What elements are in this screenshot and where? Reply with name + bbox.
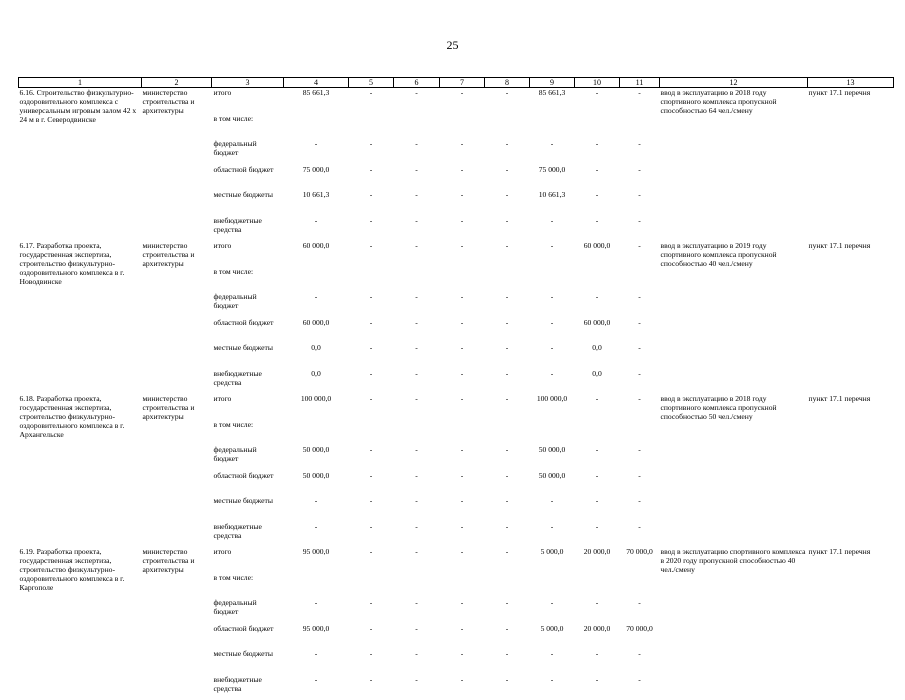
- value-cell: [575, 573, 620, 599]
- column-header: 4: [284, 78, 349, 88]
- value-cell: -: [440, 547, 485, 573]
- column-header: 9: [530, 78, 575, 88]
- table-row: [19, 547, 894, 573]
- value-cell: 5 000,0: [530, 624, 575, 650]
- value-cell: -: [440, 165, 485, 191]
- value-cell: 60 000,0: [284, 241, 349, 267]
- value-cell: -: [349, 522, 394, 548]
- reference-cell: пункт 17.1 перечня: [808, 241, 894, 394]
- value-cell: [440, 573, 485, 599]
- value-cell: -: [485, 165, 530, 191]
- value-cell: -: [575, 139, 620, 165]
- funding-source-cell: внебюджетные средства: [212, 522, 284, 548]
- value-cell: -: [440, 675, 485, 700]
- value-cell: -: [394, 445, 440, 471]
- value-cell: -: [349, 624, 394, 650]
- value-cell: -: [575, 216, 620, 242]
- value-cell: -: [485, 522, 530, 548]
- value-cell: -: [394, 216, 440, 242]
- value-cell: -: [394, 547, 440, 573]
- value-cell: 20 000,0: [575, 547, 620, 573]
- funding-source-cell: федеральный бюджет: [212, 139, 284, 165]
- value-cell: -: [440, 88, 485, 114]
- value-cell: -: [440, 394, 485, 420]
- value-cell: -: [530, 522, 575, 548]
- project-name-cell: 6.16. Строительство физкультурно-оздоровительного комплекса с универсальным игровым залом 42 х 24 м в г. Северодвинске: [19, 88, 142, 242]
- value-cell: -: [394, 165, 440, 191]
- value-cell: -: [440, 496, 485, 522]
- value-cell: -: [620, 675, 660, 700]
- value-cell: -: [620, 318, 660, 344]
- value-cell: [284, 573, 349, 599]
- value-cell: -: [485, 598, 530, 624]
- value-cell: -: [530, 598, 575, 624]
- value-cell: -: [485, 547, 530, 573]
- value-cell: 0,0: [284, 369, 349, 395]
- value-cell: -: [349, 471, 394, 497]
- funding-source-cell: областной бюджет: [212, 471, 284, 497]
- column-header: 1: [19, 78, 142, 88]
- reference-cell: пункт 17.1 перечня: [808, 547, 894, 700]
- column-header: 2: [142, 78, 212, 88]
- value-cell: -: [485, 394, 530, 420]
- value-cell: [620, 114, 660, 140]
- value-cell: [575, 420, 620, 446]
- value-cell: -: [620, 343, 660, 369]
- value-cell: -: [440, 216, 485, 242]
- value-cell: -: [440, 624, 485, 650]
- value-cell: [394, 573, 440, 599]
- value-cell: -: [485, 241, 530, 267]
- project-name-cell: 6.19. Разработка проекта, государственная экспертиза, строительство физкультурно-оздоровительного комплекса в г. Каргополе: [19, 547, 142, 700]
- funding-source-cell: областной бюджет: [212, 624, 284, 650]
- value-cell: 50 000,0: [284, 445, 349, 471]
- value-cell: -: [620, 292, 660, 318]
- result-cell: ввод в эксплуатацию спортивного комплекса в 2020 году пропускной способностью 40 чел./смену: [660, 547, 808, 700]
- value-cell: -: [485, 190, 530, 216]
- value-cell: [485, 420, 530, 446]
- value-cell: -: [394, 598, 440, 624]
- value-cell: -: [530, 675, 575, 700]
- value-cell: [620, 267, 660, 293]
- program-table: [18, 77, 894, 700]
- value-cell: -: [349, 496, 394, 522]
- funding-source-cell: в том числе:: [212, 114, 284, 140]
- header-row: [19, 78, 894, 88]
- funding-source-cell: областной бюджет: [212, 318, 284, 344]
- value-cell: -: [575, 471, 620, 497]
- column-header: 12: [660, 78, 808, 88]
- value-cell: [394, 420, 440, 446]
- value-cell: [530, 114, 575, 140]
- value-cell: -: [485, 649, 530, 675]
- value-cell: 60 000,0: [575, 318, 620, 344]
- funding-source-cell: в том числе:: [212, 267, 284, 293]
- value-cell: -: [575, 496, 620, 522]
- value-cell: -: [349, 547, 394, 573]
- value-cell: -: [394, 139, 440, 165]
- value-cell: -: [440, 292, 485, 318]
- table-body: [19, 88, 894, 700]
- value-cell: -: [575, 292, 620, 318]
- value-cell: -: [485, 343, 530, 369]
- value-cell: -: [485, 216, 530, 242]
- value-cell: [440, 114, 485, 140]
- value-cell: 0,0: [284, 343, 349, 369]
- reference-cell: пункт 17.1 перечня: [808, 88, 894, 242]
- result-cell: ввод в эксплуатацию в 2018 году спортивного комплекса пропускной способностью 50 чел./смену: [660, 394, 808, 547]
- value-cell: -: [349, 292, 394, 318]
- value-cell: -: [349, 445, 394, 471]
- value-cell: -: [349, 216, 394, 242]
- executor-cell: министерство строительства и архитектуры: [142, 547, 212, 700]
- funding-source-cell: в том числе:: [212, 420, 284, 446]
- value-cell: [349, 267, 394, 293]
- value-cell: -: [394, 471, 440, 497]
- value-cell: [284, 114, 349, 140]
- value-cell: 95 000,0: [284, 624, 349, 650]
- value-cell: 75 000,0: [284, 165, 349, 191]
- value-cell: -: [485, 624, 530, 650]
- value-cell: -: [485, 369, 530, 395]
- executor-cell: министерство строительства и архитектуры: [142, 394, 212, 547]
- value-cell: [284, 420, 349, 446]
- value-cell: -: [284, 216, 349, 242]
- value-cell: -: [620, 598, 660, 624]
- funding-source-cell: федеральный бюджет: [212, 598, 284, 624]
- value-cell: -: [620, 241, 660, 267]
- value-cell: -: [394, 649, 440, 675]
- value-cell: -: [394, 190, 440, 216]
- value-cell: -: [394, 343, 440, 369]
- funding-source-cell: итого: [212, 547, 284, 573]
- column-header: 6: [394, 78, 440, 88]
- column-header: 7: [440, 78, 485, 88]
- value-cell: -: [485, 471, 530, 497]
- value-cell: -: [620, 369, 660, 395]
- funding-source-cell: местные бюджеты: [212, 190, 284, 216]
- value-cell: -: [575, 190, 620, 216]
- value-cell: -: [620, 522, 660, 548]
- value-cell: -: [394, 241, 440, 267]
- value-cell: -: [530, 369, 575, 395]
- value-cell: -: [394, 675, 440, 700]
- value-cell: -: [485, 496, 530, 522]
- table-row: [19, 241, 894, 267]
- value-cell: [530, 573, 575, 599]
- value-cell: -: [394, 394, 440, 420]
- value-cell: -: [485, 139, 530, 165]
- value-cell: -: [349, 88, 394, 114]
- value-cell: -: [530, 241, 575, 267]
- funding-source-cell: местные бюджеты: [212, 649, 284, 675]
- value-cell: 0,0: [575, 343, 620, 369]
- value-cell: [349, 114, 394, 140]
- page-number: 25: [0, 38, 905, 53]
- value-cell: [620, 573, 660, 599]
- value-cell: -: [575, 445, 620, 471]
- value-cell: -: [440, 318, 485, 344]
- value-cell: -: [620, 165, 660, 191]
- value-cell: -: [394, 318, 440, 344]
- value-cell: -: [349, 318, 394, 344]
- funding-source-cell: итого: [212, 88, 284, 114]
- value-cell: -: [284, 649, 349, 675]
- value-cell: -: [349, 343, 394, 369]
- value-cell: 70 000,0: [620, 547, 660, 573]
- value-cell: 60 000,0: [575, 241, 620, 267]
- value-cell: -: [349, 190, 394, 216]
- executor-cell: министерство строительства и архитектуры: [142, 88, 212, 242]
- value-cell: -: [620, 394, 660, 420]
- value-cell: -: [440, 343, 485, 369]
- value-cell: -: [485, 445, 530, 471]
- value-cell: 20 000,0: [575, 624, 620, 650]
- value-cell: -: [394, 292, 440, 318]
- value-cell: -: [349, 369, 394, 395]
- value-cell: 10 661,3: [530, 190, 575, 216]
- value-cell: -: [349, 598, 394, 624]
- value-cell: [349, 573, 394, 599]
- value-cell: -: [394, 496, 440, 522]
- value-cell: [394, 267, 440, 293]
- value-cell: [620, 420, 660, 446]
- value-cell: [575, 267, 620, 293]
- value-cell: 50 000,0: [530, 471, 575, 497]
- value-cell: -: [284, 675, 349, 700]
- value-cell: -: [440, 649, 485, 675]
- reference-cell: пункт 17.1 перечня: [808, 394, 894, 547]
- value-cell: -: [485, 292, 530, 318]
- value-cell: -: [394, 88, 440, 114]
- value-cell: -: [485, 318, 530, 344]
- funding-source-cell: федеральный бюджет: [212, 292, 284, 318]
- column-header: 11: [620, 78, 660, 88]
- value-cell: -: [575, 649, 620, 675]
- value-cell: -: [284, 598, 349, 624]
- column-header: 8: [485, 78, 530, 88]
- funding-source-cell: местные бюджеты: [212, 343, 284, 369]
- funding-source-cell: областной бюджет: [212, 165, 284, 191]
- funding-source-cell: внебюджетные средства: [212, 216, 284, 242]
- value-cell: -: [440, 369, 485, 395]
- value-cell: 100 000,0: [530, 394, 575, 420]
- executor-cell: министерство строительства и архитектуры: [142, 241, 212, 394]
- value-cell: -: [349, 649, 394, 675]
- column-header: 13: [808, 78, 894, 88]
- funding-source-cell: итого: [212, 394, 284, 420]
- value-cell: -: [440, 598, 485, 624]
- value-cell: 75 000,0: [530, 165, 575, 191]
- value-cell: -: [530, 496, 575, 522]
- funding-source-cell: в том числе:: [212, 573, 284, 599]
- value-cell: -: [284, 292, 349, 318]
- value-cell: -: [620, 445, 660, 471]
- value-cell: -: [530, 292, 575, 318]
- table-row: [19, 394, 894, 420]
- funding-source-cell: местные бюджеты: [212, 496, 284, 522]
- value-cell: [530, 420, 575, 446]
- value-cell: 50 000,0: [530, 445, 575, 471]
- value-cell: [485, 573, 530, 599]
- value-cell: [485, 114, 530, 140]
- value-cell: -: [620, 88, 660, 114]
- value-cell: -: [284, 496, 349, 522]
- funding-source-cell: федеральный бюджет: [212, 445, 284, 471]
- value-cell: 5 000,0: [530, 547, 575, 573]
- value-cell: 60 000,0: [284, 318, 349, 344]
- value-cell: -: [440, 471, 485, 497]
- value-cell: -: [440, 522, 485, 548]
- value-cell: -: [620, 649, 660, 675]
- value-cell: [284, 267, 349, 293]
- value-cell: -: [575, 165, 620, 191]
- value-cell: -: [485, 88, 530, 114]
- value-cell: -: [530, 139, 575, 165]
- value-cell: -: [440, 190, 485, 216]
- funding-source-cell: внебюджетные средства: [212, 369, 284, 395]
- column-header: 10: [575, 78, 620, 88]
- value-cell: 95 000,0: [284, 547, 349, 573]
- value-cell: [530, 267, 575, 293]
- value-cell: -: [530, 343, 575, 369]
- value-cell: 70 000,0: [620, 624, 660, 650]
- value-cell: -: [394, 369, 440, 395]
- value-cell: -: [620, 139, 660, 165]
- value-cell: -: [620, 216, 660, 242]
- value-cell: -: [349, 241, 394, 267]
- value-cell: 100 000,0: [284, 394, 349, 420]
- result-cell: ввод в эксплуатацию в 2018 году спортивного комплекса пропускной способностью 64 чел./смену: [660, 88, 808, 242]
- project-name-cell: 6.17. Разработка проекта, государственная экспертиза, строительство физкультурно-оздоровительного комплекса в г. Новодвинске: [19, 241, 142, 394]
- value-cell: -: [530, 318, 575, 344]
- value-cell: -: [530, 649, 575, 675]
- value-cell: -: [349, 675, 394, 700]
- project-name-cell: 6.18. Разработка проекта, государственная экспертиза, строительство физкультурно-оздоровительного комплекса в г. Архангельске: [19, 394, 142, 547]
- value-cell: -: [575, 675, 620, 700]
- column-header: 5: [349, 78, 394, 88]
- value-cell: -: [394, 522, 440, 548]
- value-cell: -: [349, 394, 394, 420]
- value-cell: -: [530, 216, 575, 242]
- value-cell: -: [620, 471, 660, 497]
- column-header: 3: [212, 78, 284, 88]
- value-cell: [394, 114, 440, 140]
- value-cell: 0,0: [575, 369, 620, 395]
- value-cell: [440, 267, 485, 293]
- value-cell: -: [440, 445, 485, 471]
- value-cell: -: [349, 139, 394, 165]
- value-cell: -: [440, 241, 485, 267]
- value-cell: -: [440, 139, 485, 165]
- value-cell: -: [620, 496, 660, 522]
- table-row: [19, 88, 894, 114]
- value-cell: -: [575, 88, 620, 114]
- result-cell: ввод в эксплуатацию в 2019 году спортивного комплекса пропускной способностью 40 чел./смену: [660, 241, 808, 394]
- value-cell: -: [575, 522, 620, 548]
- value-cell: -: [349, 165, 394, 191]
- value-cell: -: [575, 394, 620, 420]
- value-cell: 85 661,3: [530, 88, 575, 114]
- value-cell: [485, 267, 530, 293]
- value-cell: -: [284, 522, 349, 548]
- value-cell: [440, 420, 485, 446]
- value-cell: -: [284, 139, 349, 165]
- value-cell: -: [620, 190, 660, 216]
- value-cell: [349, 420, 394, 446]
- funding-source-cell: итого: [212, 241, 284, 267]
- funding-source-cell: внебюджетные средства: [212, 675, 284, 700]
- value-cell: -: [575, 598, 620, 624]
- value-cell: 85 661,3: [284, 88, 349, 114]
- value-cell: -: [485, 675, 530, 700]
- value-cell: -: [394, 624, 440, 650]
- value-cell: [575, 114, 620, 140]
- value-cell: 50 000,0: [284, 471, 349, 497]
- value-cell: 10 661,3: [284, 190, 349, 216]
